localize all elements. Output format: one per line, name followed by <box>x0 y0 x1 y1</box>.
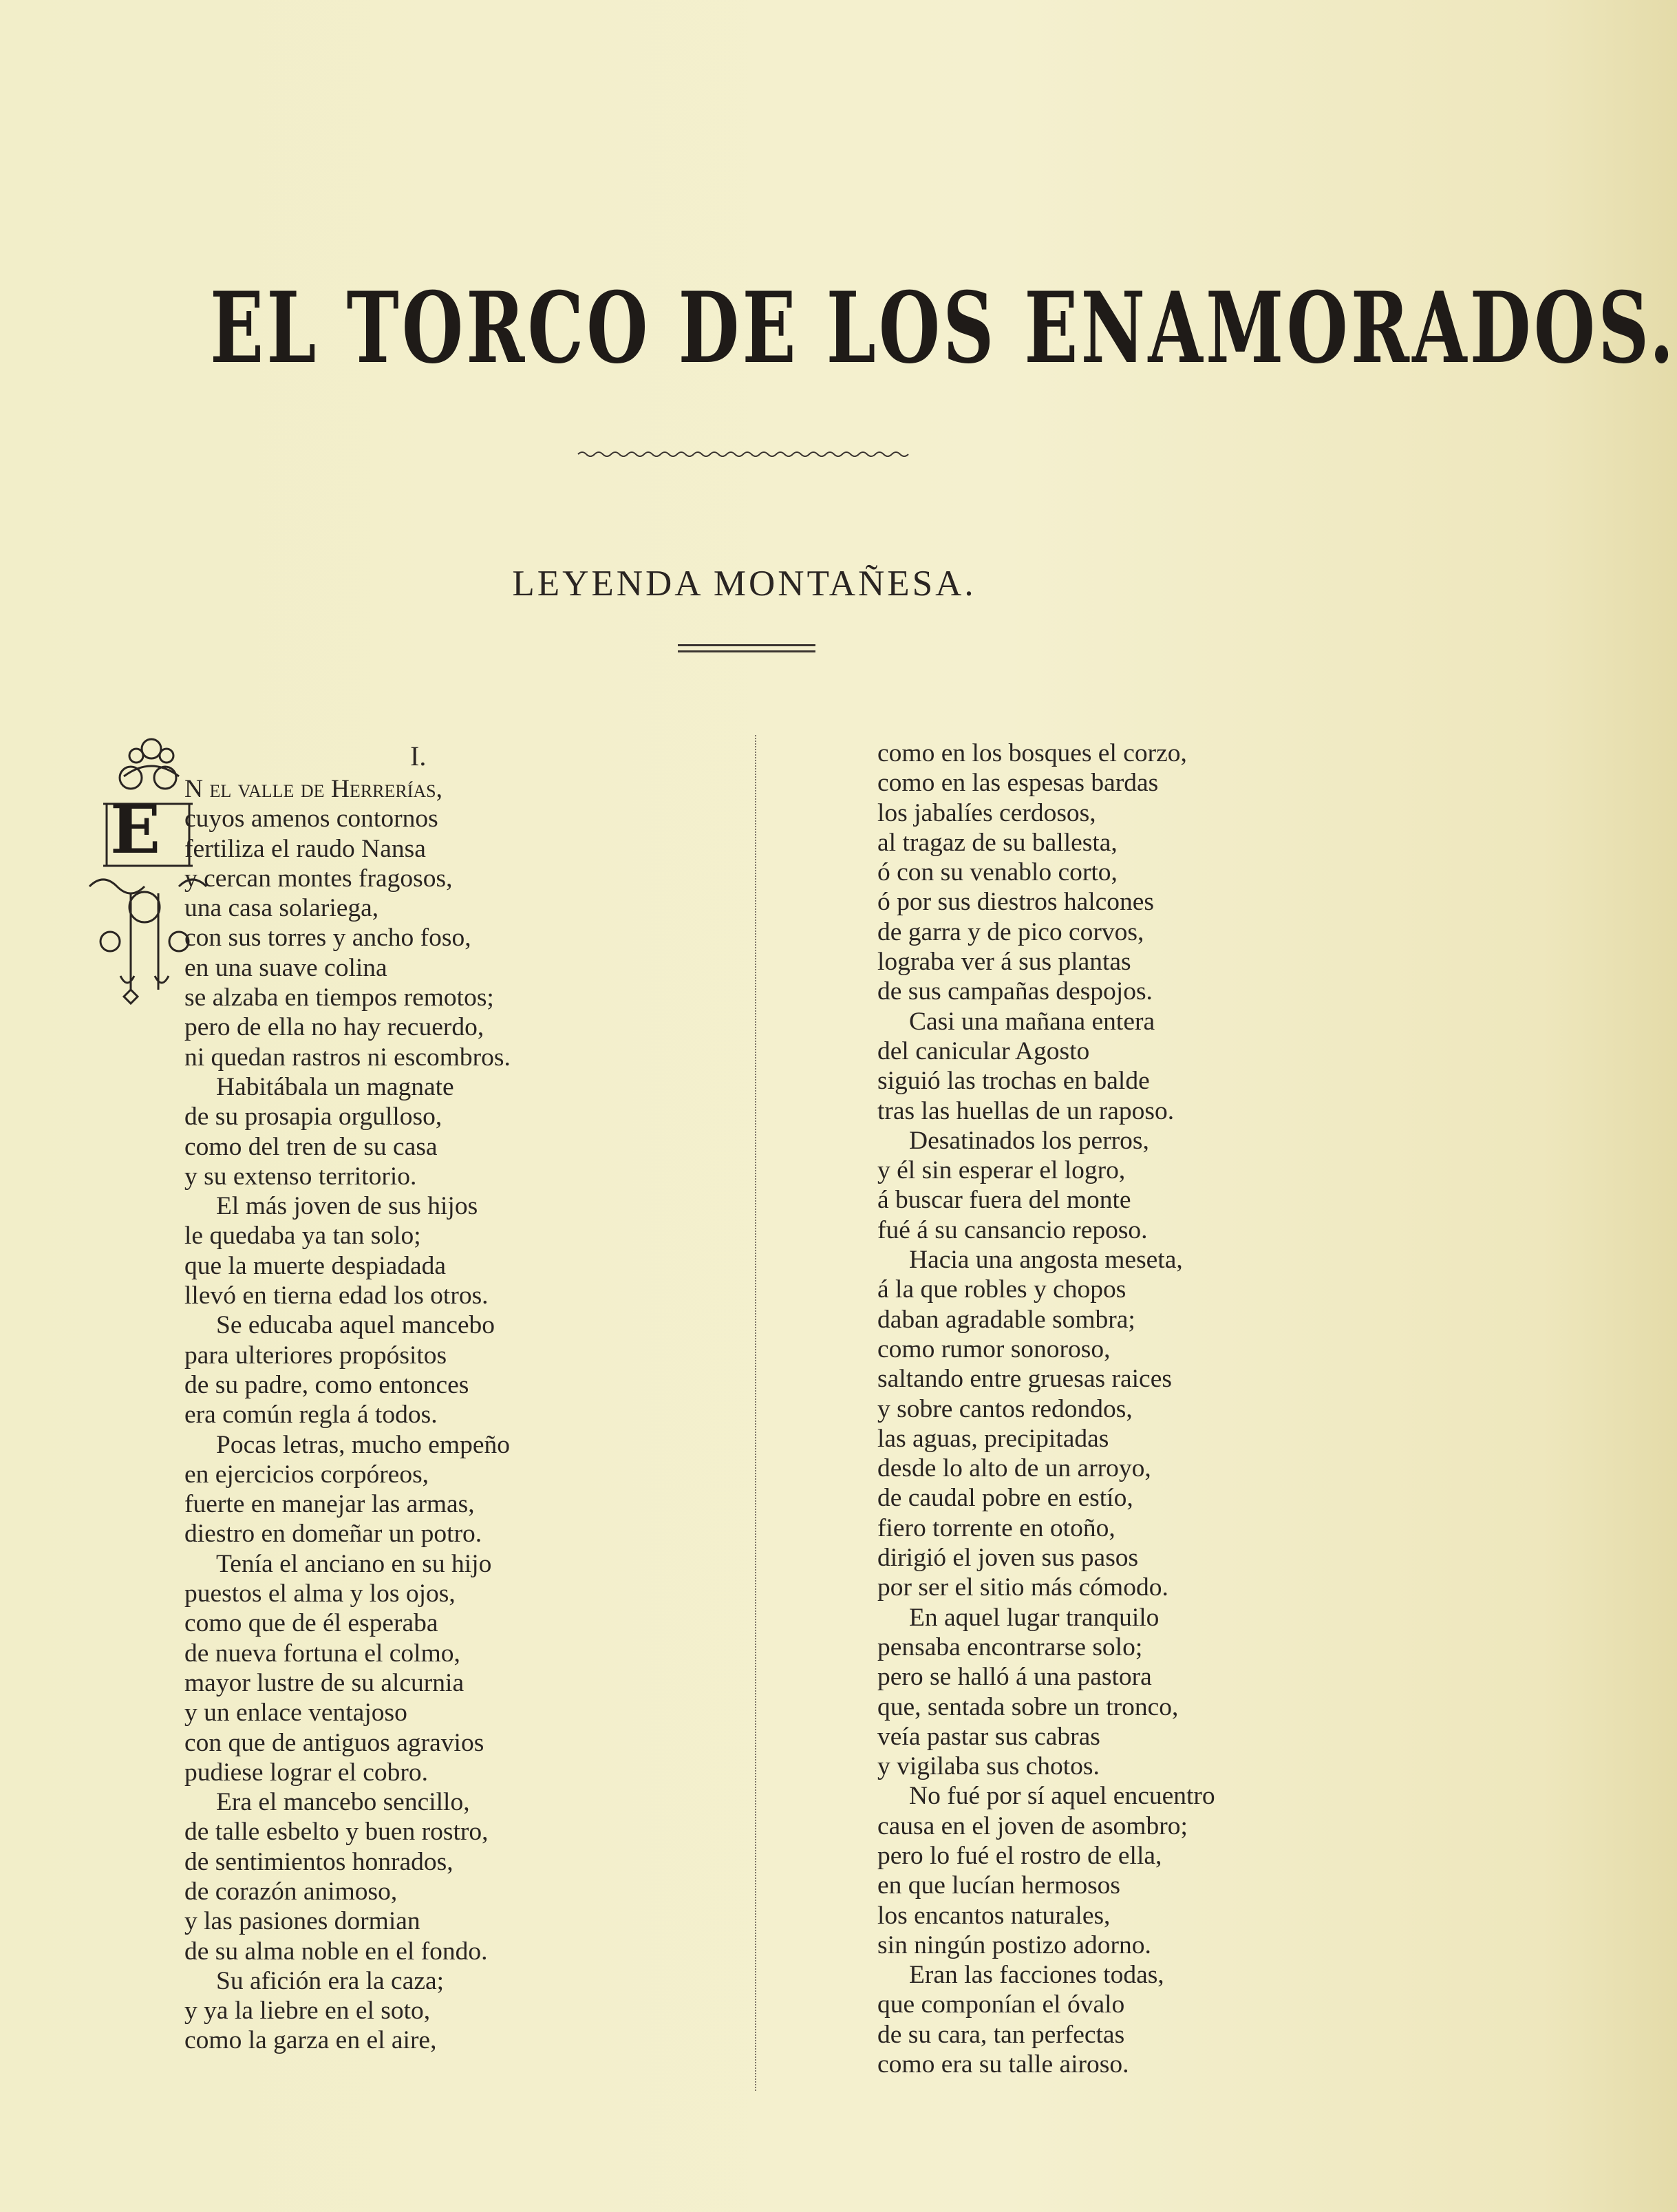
verse-line: de sus campañas despojos. <box>877 977 1153 1006</box>
verse-line: fertiliza el raudo Nansa <box>184 834 426 863</box>
verse-line: una casa solariega, <box>184 894 379 923</box>
verse-line: tras las huellas de un raposo. <box>877 1096 1175 1125</box>
verse-line: de talle esbelto y buen rostro, <box>184 1818 489 1847</box>
verse-line: los jabalíes cerdosos, <box>877 798 1096 827</box>
verse-line: como rumor sonoroso, <box>877 1334 1111 1363</box>
verse-line: que componían el óvalo <box>877 1990 1125 2019</box>
verse-line: Desatinados los perros, <box>909 1126 1149 1155</box>
verse-line: desde lo alto de un arroyo, <box>877 1454 1151 1483</box>
verse-line: como era su talle airoso. <box>877 2050 1129 2079</box>
verse-line: dirigió el joven sus pasos <box>877 1544 1139 1573</box>
verse-line: que, sentada sobre un tronco, <box>877 1692 1179 1721</box>
verse-line: fué á su cansancio reposo. <box>877 1215 1148 1244</box>
verse-line: en que lucían hermosos <box>877 1871 1121 1900</box>
verse-line: causa en el joven de asombro; <box>877 1811 1188 1840</box>
verse-line: ni quedan rastros ni escombros. <box>184 1043 511 1072</box>
verse-line: y su extenso territorio. <box>184 1162 417 1191</box>
verse-line: lograba ver á sus plantas <box>877 948 1131 977</box>
verse-line: á buscar fuera del monte <box>877 1186 1131 1215</box>
verse-line: de su cara, tan perfectas <box>877 2020 1125 2049</box>
verse-line: las aguas, precipitadas <box>877 1424 1109 1453</box>
verse-line: llevó en tierna edad los otros. <box>184 1282 489 1310</box>
verse-line: Su afición era la caza; <box>216 1966 445 1995</box>
verse-line: y él sin esperar el logro, <box>877 1156 1126 1185</box>
subtitle-rule-bottom <box>678 650 815 652</box>
verse-line: En aquel lugar tranquilo <box>909 1603 1160 1632</box>
verse-line: para ulteriores propósitos <box>184 1341 447 1370</box>
verse-line: de su prosapia orgulloso, <box>184 1103 442 1131</box>
verse-line: como que de él esperaba <box>184 1609 438 1638</box>
verse-line: que la muerte despiadada <box>184 1251 447 1280</box>
verse-line: y ya la liebre en el soto, <box>184 1997 431 2025</box>
verse-line: fiero torrente en otoño, <box>877 1513 1115 1542</box>
verse-line: pero se halló á una pastora <box>877 1663 1152 1692</box>
verse-line: fuerte en manejar las armas, <box>184 1490 475 1519</box>
verse-line: en una suave colina <box>184 953 387 982</box>
verse-line: de corazón animoso, <box>184 1877 398 1906</box>
verse-line: y cercan montes fragosos, <box>184 864 453 893</box>
verse-line: siguió las trochas en balde <box>877 1067 1150 1096</box>
verse-line: de garra y de pico corvos, <box>877 917 1144 946</box>
verse-line: al tragaz de su ballesta, <box>877 828 1118 857</box>
verse-line: pudiese lograr el cobro. <box>184 1758 429 1787</box>
verse-line: de su padre, como entonces <box>184 1370 469 1399</box>
right-column-lines <box>877 738 1359 2079</box>
verse-line: veía pastar sus cabras <box>877 1722 1100 1751</box>
verse-line: como del tren de su casa <box>184 1132 438 1161</box>
verse-line: los encantos naturales, <box>877 1901 1111 1930</box>
verse-line: Era el mancebo sencillo, <box>216 1788 470 1817</box>
verse-line: como la garza en el aire, <box>184 2026 437 2055</box>
verse-line: como en los bosques el corzo, <box>877 739 1187 767</box>
verse-line: daban agradable sombra; <box>877 1305 1135 1334</box>
verse-line: Hacia una angosta meseta, <box>909 1246 1183 1275</box>
verse-line: pero lo fué el rostro de ella, <box>877 1841 1162 1870</box>
verse-line: y las pasiones dormian <box>184 1907 420 1936</box>
verse-line: Se educaba aquel mancebo <box>216 1311 495 1340</box>
verse-line: pensaba encontrarse solo; <box>877 1633 1143 1661</box>
right-column <box>877 738 1359 2079</box>
verse-line: Eran las facciones todas, <box>909 1961 1164 1990</box>
verse-line: diestro en domeñar un potro. <box>184 1520 482 1549</box>
verse-line: sin ningún postizo adorno. <box>877 1931 1151 1959</box>
verse-line: de su alma noble en el fondo. <box>184 1937 488 1966</box>
verse-line: á la que robles y chopos <box>877 1275 1126 1304</box>
verse-line: se alzaba en tiempos remotos; <box>184 983 494 1012</box>
page-title: EL TORCO DE LOS ENAMORADOS. <box>210 271 1677 385</box>
subtitle: LEYENDA MONTAÑESA. <box>512 564 976 604</box>
verse-line: ó con su venablo corto, <box>877 858 1118 887</box>
subtitle-rule-top <box>678 644 815 646</box>
ornament-flourish <box>578 447 908 461</box>
verse-line: Pocas letras, mucho empeño <box>216 1430 510 1459</box>
verse-line: cuyos amenos contornos <box>184 805 438 833</box>
left-column <box>184 738 749 2056</box>
column-divider <box>755 735 756 2091</box>
verse-line: era común regla á todos. <box>184 1401 438 1429</box>
verse-line: No fué por sí aquel encuentro <box>909 1782 1215 1811</box>
verse-line: con sus torres y ancho foso, <box>184 924 471 953</box>
verse-line: puestos el alma y los ojos, <box>184 1580 456 1608</box>
verse-line: en ejercicios corpóreos, <box>184 1460 429 1489</box>
verse-line: le quedaba ya tan solo; <box>184 1222 421 1251</box>
verse-line: de sentimientos honrados, <box>184 1847 453 1876</box>
verse-line: Habitábala un magnate <box>216 1072 454 1101</box>
verse-line: por ser el sitio más cómodo. <box>877 1573 1168 1602</box>
verse-line: Tenía el anciano en su hijo <box>216 1549 492 1578</box>
verse-line: ó por sus diestros halcones <box>877 888 1155 917</box>
verse-line: con que de antiguos agravios <box>184 1728 484 1757</box>
verse-line: como en las espesas bardas <box>877 769 1159 798</box>
verse-line: y un enlace ventajoso <box>184 1699 407 1727</box>
section-number: I. <box>410 741 427 772</box>
verse-line: N el valle de Herrerías, <box>184 775 442 803</box>
verse-line: y vigilaba sus chotos. <box>877 1752 1100 1781</box>
verse-line: y sobre cantos redondos, <box>877 1394 1133 1423</box>
verse-line: de nueva fortuna el colmo, <box>184 1639 460 1668</box>
verse-line: saltando entre gruesas raices <box>877 1365 1172 1394</box>
verse-line: Casi una mañana entera <box>909 1007 1155 1036</box>
left-column-lines <box>184 774 749 2056</box>
verse-line: del canicular Agosto <box>877 1036 1090 1065</box>
verse-line: de caudal pobre en estío, <box>877 1484 1133 1513</box>
verse-line: El más joven de sus hijos <box>216 1192 478 1221</box>
verse-line: mayor lustre de su alcurnia <box>184 1668 464 1697</box>
verse-line: pero de ella no hay recuerdo, <box>184 1013 484 1042</box>
drop-cap-letter: E <box>110 791 161 869</box>
